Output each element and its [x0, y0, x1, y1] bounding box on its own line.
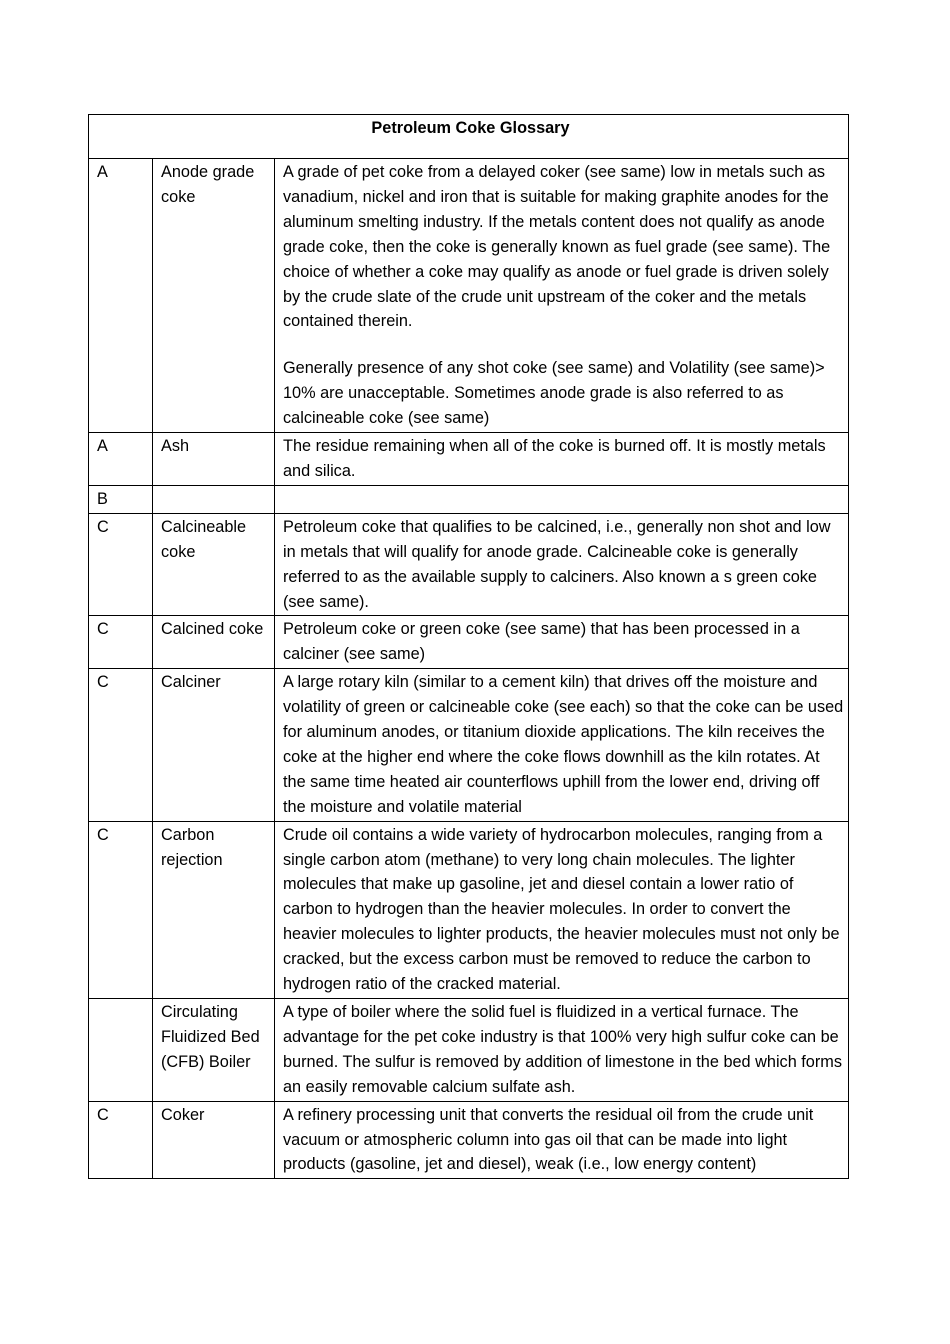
row-definition [275, 821, 849, 998]
row-letter: C [89, 616, 153, 669]
glossary-rows [89, 159, 849, 1179]
table-row [89, 616, 849, 669]
row-definition [275, 999, 849, 1102]
row-letter: C [89, 513, 153, 616]
row-letter: B [89, 485, 153, 513]
row-letter: C [89, 821, 153, 998]
row-term: Calcined coke [153, 616, 275, 669]
row-term: Ash [153, 433, 275, 486]
table-row [89, 821, 849, 998]
row-definition [275, 616, 849, 669]
row-definition [275, 485, 849, 513]
row-term: Circulating Fluidized Bed (CFB) Boiler [153, 999, 275, 1102]
row-definition [275, 1101, 849, 1179]
row-letter: A [89, 433, 153, 486]
row-term: Anode grade coke [153, 159, 275, 433]
table-row [89, 1101, 849, 1179]
table-row [89, 485, 849, 513]
row-term: Calcineable coke [153, 513, 275, 616]
table-row [89, 159, 849, 433]
definition-paragraph: A type of boiler where the solid fuel is fluidized in a vertical furnace. The advantage for the pet coke industry is that 100% very high sulfur coke can be burned. The sulfur is removed by addition of limestone in the bed which forms an easily removable calcium sulfate ash. [283, 1003, 842, 1096]
table-row [89, 513, 849, 616]
table-row [89, 669, 849, 821]
title-row [89, 115, 849, 159]
row-letter: A [89, 159, 153, 433]
row-definition [275, 433, 849, 486]
row-definition [275, 513, 849, 616]
row-letter: C [89, 1101, 153, 1179]
row-letter [89, 999, 153, 1102]
row-term: Coker [153, 1101, 275, 1179]
definition-paragraph: Petroleum coke that qualifies to be calcined, i.e., generally non shot and low in metals that will qualify for anode grade. Calcineable coke is generally referred to as the available supply to calciners. Also known a s green coke (see same). [283, 517, 831, 611]
row-term [153, 485, 275, 513]
table-row [89, 999, 849, 1102]
definition-paragraph: Petroleum coke or green coke (see same) that has been processed in a calciner (see same) [283, 620, 800, 664]
row-definition [275, 669, 849, 821]
definition-paragraph: A large rotary kiln (similar to a cement kiln) that drives off the moisture and volatility of green or calcineable coke (see each) so that the coke can be used for aluminum anodes, or titanium dioxide applications. The kiln receives the coke at the higher end where the coke flows downhill as the kiln rotates. At the same time heated air counterflows uphill from the lower end, driving off the moisture and volatile material [283, 673, 844, 816]
row-term: Calciner [153, 669, 275, 821]
definition-paragraph: The residue remaining when all of the coke is burned off. It is mostly metals and silica. [283, 437, 826, 480]
table-title: Petroleum Coke Glossary [89, 115, 849, 159]
glossary-table [88, 114, 849, 1179]
definition-paragraph: A refinery processing unit that converts the residual oil from the crude unit vacuum or atmospheric column into gas oil that can be made into light products (gasoline, jet and diesel), weak (i.e., low energy content) [283, 1105, 814, 1174]
row-term: Carbon rejection [153, 821, 275, 998]
definition-paragraph: Generally presence of any shot coke (see same) and Volatility (see same)> 10% are unacceptable. Sometimes anode grade is also referred to as calcineable coke (see same) [283, 359, 825, 428]
row-definition [275, 159, 849, 433]
definition-paragraph: A grade of pet coke from a delayed coker (see same) low in metals such as vanadium, nickel and iron that is suitable for making graphite anodes for the aluminum smelting industry. If the metals content does not qualify as anode grade coke, then the coke is generally known as fuel grade (see same). The choice of whether a coke may qualify as anode or fuel grade is driven solely by the crude slate of the crude unit upstream of the coker and the metals contained therein. [283, 163, 831, 331]
row-letter: C [89, 669, 153, 821]
definition-paragraph: Crude oil contains a wide variety of hydrocarbon molecules, ranging from a single carbon atom (methane) to very long chain molecules. The lighter molecules that make up gasoline, jet and diesel contain a lower ratio of carbon to hydrogen than the heavier molecules. In order to convert the heavier molecules to lighter products, the heavier molecules must not only be cracked, but the excess carbon must be removed to reduce the carbon to hydrogen ratio of the cracked material. [283, 825, 840, 994]
table-row [89, 433, 849, 486]
